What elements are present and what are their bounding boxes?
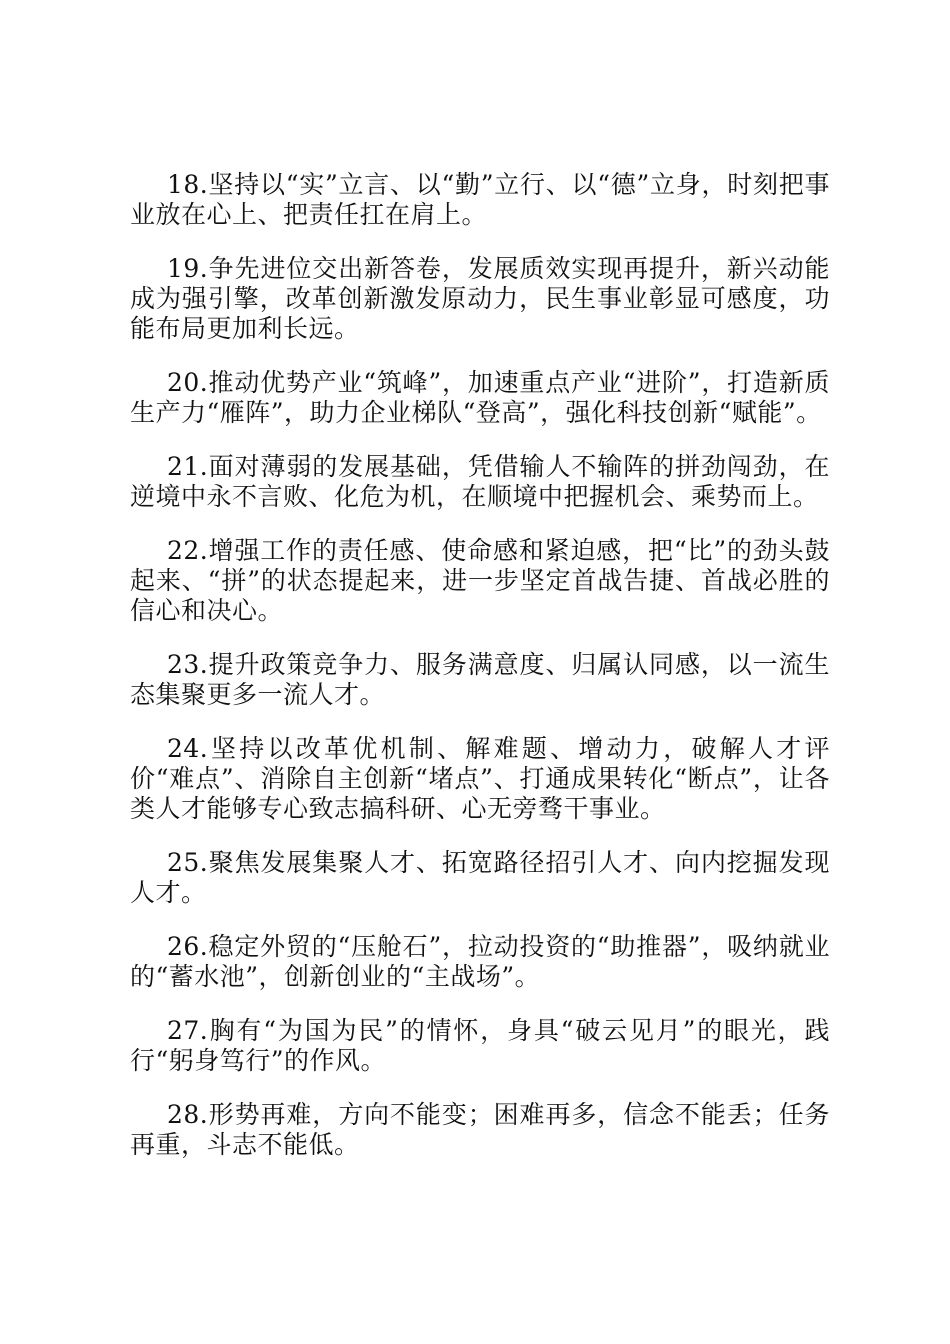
paragraph-20: 20.推动优势产业“筑峰”，加速重点产业“进阶”，打造新质生产力“雁阵”，助力企业梯队“登高”，强化科技创新“赋能”。: [130, 368, 830, 427]
paragraph-21: 21.面对薄弱的发展基础，凭借输人不输阵的拼劲闯劲，在逆境中永不言败、化危为机，在顺境中把握机会、乘势而上。: [130, 452, 830, 511]
paragraph-25: 25.聚焦发展集聚人才、拓宽路径招引人才、向内挖掘发现人才。: [130, 848, 830, 907]
document-body: [130, 170, 830, 1184]
paragraph-22: 22.增强工作的责任感、使命感和紧迫感，把“比”的劲头鼓起来、“拼”的状态提起来，进一步坚定首战告捷、首战必胜的信心和决心。: [130, 536, 830, 625]
paragraph-28: 28.形势再难，方向不能变；困难再多，信念不能丢；任务再重，斗志不能低。: [130, 1100, 830, 1159]
paragraph-23: 23.提升政策竞争力、服务满意度、归属认同感，以一流生态集聚更多一流人才。: [130, 650, 830, 709]
paragraph-18: 18.坚持以“实”立言、以“勤”立行、以“德”立身，时刻把事业放在心上、把责任扛在肩上。: [130, 170, 830, 229]
paragraph-26: 26.稳定外贸的“压舱石”，拉动投资的“助推器”，吸纳就业的“蓄水池”，创新创业的“主战场”。: [130, 932, 830, 991]
paragraph-24: 24.坚持以改革优机制、解难题、增动力，破解人才评价“难点”、消除自主创新“堵点”、打通成果转化“断点”，让各类人才能够专心致志搞科研、心无旁骛干事业。: [130, 734, 830, 823]
paragraph-27: 27.胸有“为国为民”的情怀，身具“破云见月”的眼光，践行“躬身笃行”的作风。: [130, 1016, 830, 1075]
paragraph-19: 19.争先进位交出新答卷，发展质效实现再提升，新兴动能成为强引擎，改革创新激发原动力，民生事业彰显可感度，功能布局更加利长远。: [130, 254, 830, 343]
